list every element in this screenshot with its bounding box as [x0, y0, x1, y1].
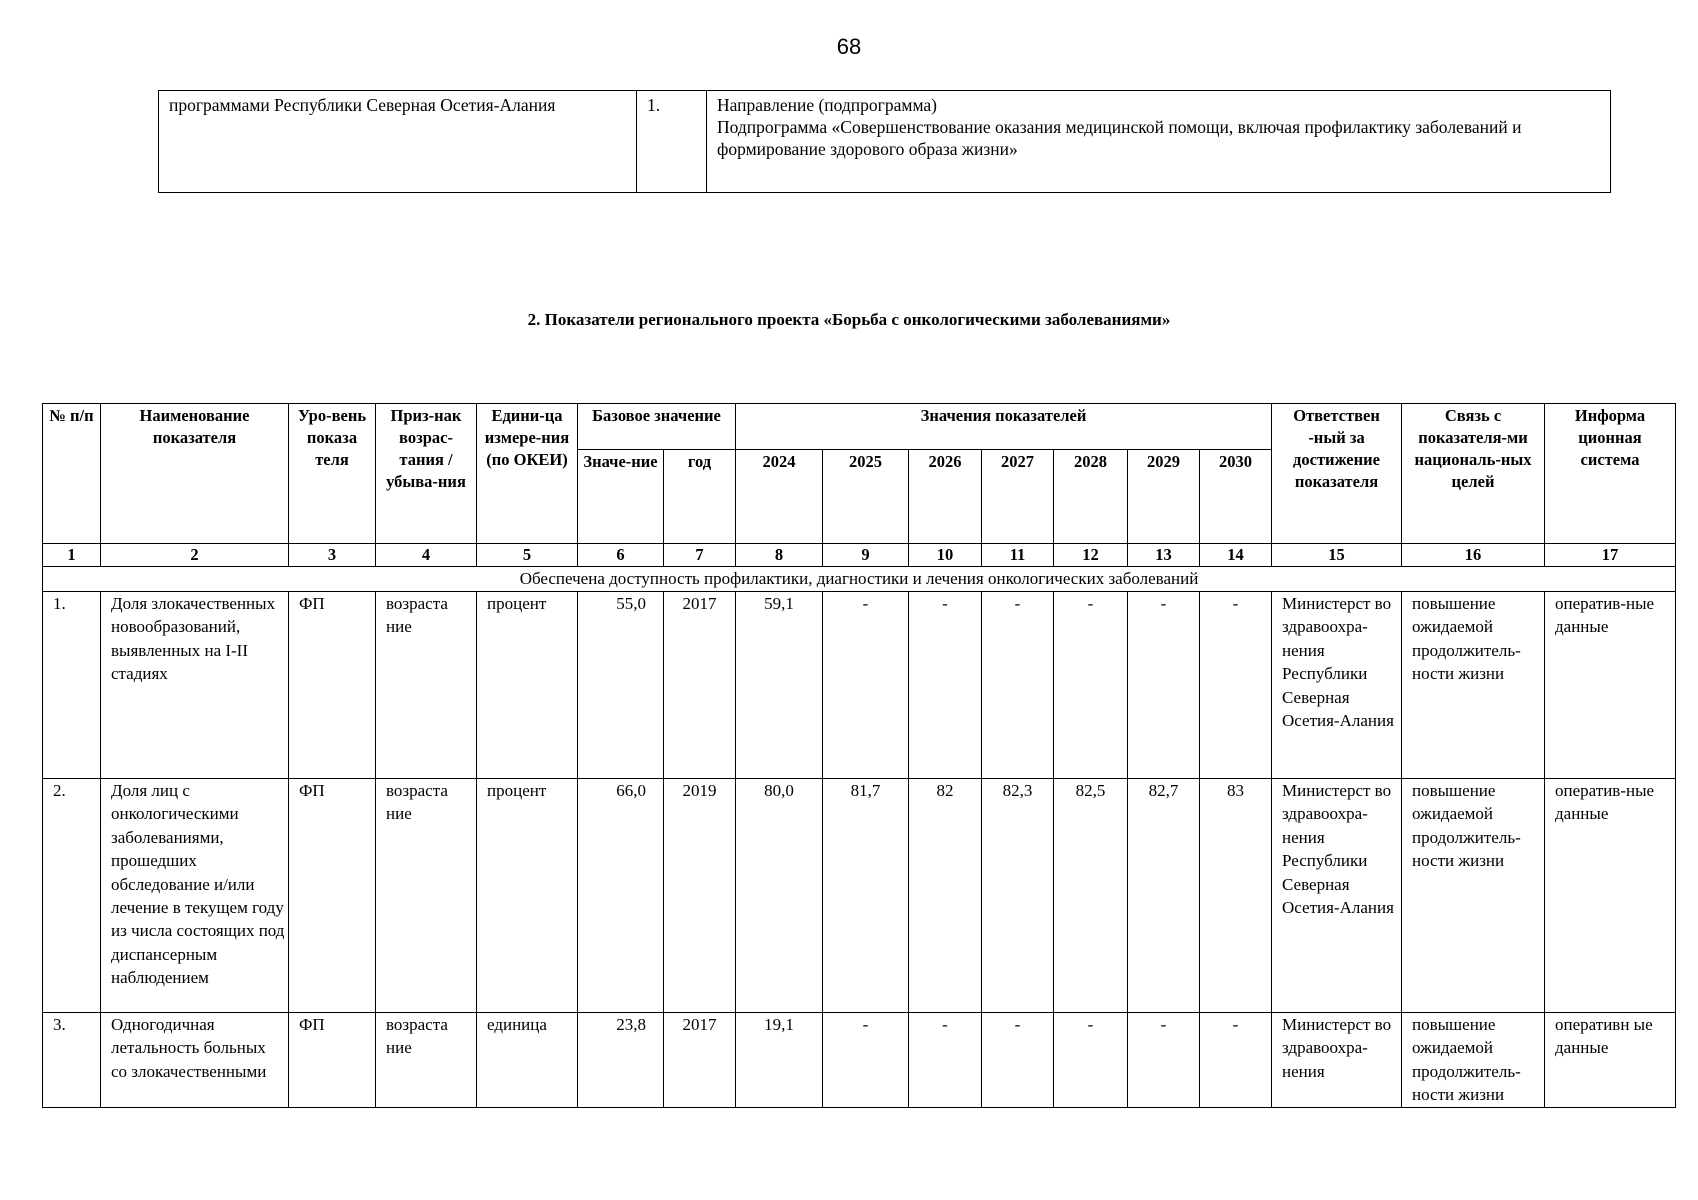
row-base-year: 2017: [664, 1013, 736, 1108]
row-link: повышение ожидаемой продолжитель-ности жизни: [1402, 1013, 1545, 1108]
header-link: Связь с показателя-ми националь-ных целей: [1402, 404, 1545, 544]
row-value: 82,5: [1054, 779, 1128, 1013]
row-value: -: [982, 1013, 1054, 1108]
table-row: [43, 592, 1676, 779]
header-year: 2027: [982, 450, 1054, 544]
column-number: 3: [289, 544, 376, 567]
row-link: повышение ожидаемой продолжитель-ности жизни: [1402, 592, 1545, 779]
row-base-year: 2017: [664, 592, 736, 779]
subprogram-description-cell: [707, 91, 1611, 193]
row-base-year: 2019: [664, 779, 736, 1013]
row-value: -: [1128, 1013, 1200, 1108]
header-year: 2025: [823, 450, 909, 544]
column-number: 11: [982, 544, 1054, 567]
header-base: Базовое значение: [578, 404, 736, 450]
header-values: Значения показателей: [736, 404, 1272, 450]
column-number: 1: [43, 544, 101, 567]
row-base-value: 23,8: [578, 1013, 664, 1108]
table-row: [43, 1013, 1676, 1108]
row-level: ФП: [289, 592, 376, 779]
program-name-cell: программами Республики Северная Осетия-Алания: [159, 91, 637, 193]
row-value: -: [1128, 592, 1200, 779]
row-name: Одногодичная летальность больных со злокачественными: [101, 1013, 289, 1108]
row-responsible: Министерст во здравоохра-нения: [1272, 1013, 1402, 1108]
row-responsible: Министерст во здравоохра-нения Республики Северная Осетия-Алания: [1272, 779, 1402, 1013]
row-value: 82: [909, 779, 982, 1013]
row-base-value: 55,0: [578, 592, 664, 779]
column-number: 2: [101, 544, 289, 567]
header-year: 2026: [909, 450, 982, 544]
column-number: 14: [1200, 544, 1272, 567]
row-value: -: [823, 592, 909, 779]
row-link: повышение ожидаемой продолжитель-ности жизни: [1402, 779, 1545, 1013]
row-value: 82,7: [1128, 779, 1200, 1013]
row-value: -: [823, 1013, 909, 1108]
row-value: -: [909, 1013, 982, 1108]
column-number: 9: [823, 544, 909, 567]
column-number: 15: [1272, 544, 1402, 567]
row-value: 19,1: [736, 1013, 823, 1108]
header-year: 2024: [736, 450, 823, 544]
header-num: № п/п: [43, 404, 101, 544]
row-responsible: Министерст во здравоохра-нения Республики Северная Осетия-Алания: [1272, 592, 1402, 779]
row-info: оператив-ные данные: [1545, 592, 1676, 779]
table-row: [43, 779, 1676, 1013]
subprogram-table: [158, 90, 1611, 193]
indicators-table: [42, 403, 1676, 1108]
row-level: ФП: [289, 779, 376, 1013]
header-level: Уро-вень показа теля: [289, 404, 376, 544]
header-sign: Приз-нак возрас-тания / убыва-ния: [376, 404, 477, 544]
row-value: -: [1200, 1013, 1272, 1108]
row-sign: возраста ние: [376, 779, 477, 1013]
row-value: -: [1200, 592, 1272, 779]
row-sign: возраста ние: [376, 592, 477, 779]
row-info: оператив-ные данные: [1545, 779, 1676, 1013]
column-number: 12: [1054, 544, 1128, 567]
direction-label: Направление (подпрограмма): [717, 95, 937, 115]
column-number: 13: [1128, 544, 1200, 567]
row-value: -: [1054, 1013, 1128, 1108]
section-title: 2. Показатели регионального проекта «Борьба с онкологическими заболеваниями»: [527, 310, 1171, 329]
row-value: 82,3: [982, 779, 1054, 1013]
row-level: ФП: [289, 1013, 376, 1108]
column-number: 10: [909, 544, 982, 567]
row-value: 83: [1200, 779, 1272, 1013]
row-num: 1.: [43, 592, 101, 779]
column-number: 16: [1402, 544, 1545, 567]
column-number: 5: [477, 544, 578, 567]
header-year: 2029: [1128, 450, 1200, 544]
subprogram-row: [159, 91, 1611, 193]
row-value: -: [909, 592, 982, 779]
header-unit: Едини-ца измере-ния (по ОКЕИ): [477, 404, 578, 544]
header-year: 2030: [1200, 450, 1272, 544]
row-unit: процент: [477, 592, 578, 779]
row-info: оперативн ые данные: [1545, 1013, 1676, 1108]
column-numbers-row: [43, 544, 1676, 567]
row-value: 80,0: [736, 779, 823, 1013]
row-unit: единица: [477, 1013, 578, 1108]
column-number: 7: [664, 544, 736, 567]
header-row-1: [43, 404, 1676, 450]
page-number: 68: [836, 34, 862, 59]
row-name: Доля лиц с онкологическими заболеваниями, прошедших обследование и/или лечение в текущем году из числа состоящих под диспансерным наблюдением: [101, 779, 289, 1013]
column-number: 6: [578, 544, 664, 567]
row-value: 59,1: [736, 592, 823, 779]
subprogram-index-cell: 1.: [637, 91, 707, 193]
column-number: 8: [736, 544, 823, 567]
header-base-value: Значе-ние: [578, 450, 664, 544]
group-title: Обеспечена доступность профилактики, диагностики и лечения онкологических заболеваний: [43, 567, 1676, 592]
row-name: Доля злокачественных новообразований, выявленных на I-II стадиях: [101, 592, 289, 779]
group-row: [43, 567, 1676, 592]
header-base-year: год: [664, 450, 736, 544]
row-base-value: 66,0: [578, 779, 664, 1013]
column-number: 4: [376, 544, 477, 567]
row-num: 3.: [43, 1013, 101, 1108]
header-year: 2028: [1054, 450, 1128, 544]
column-number: 17: [1545, 544, 1676, 567]
header-responsible: Ответствен -ный за достижение показателя: [1272, 404, 1402, 544]
header-info: Информа ционная система: [1545, 404, 1676, 544]
row-value: -: [982, 592, 1054, 779]
row-unit: процент: [477, 779, 578, 1013]
row-sign: возраста ние: [376, 1013, 477, 1108]
header-name: Наименование показателя: [101, 404, 289, 544]
row-value: 81,7: [823, 779, 909, 1013]
row-value: -: [1054, 592, 1128, 779]
subprogram-text: Подпрограмма «Совершенствование оказания медицинской помощи, включая профилактику заболеваний и формирование здорового образа жизни»: [717, 117, 1522, 159]
row-num: 2.: [43, 779, 101, 1013]
